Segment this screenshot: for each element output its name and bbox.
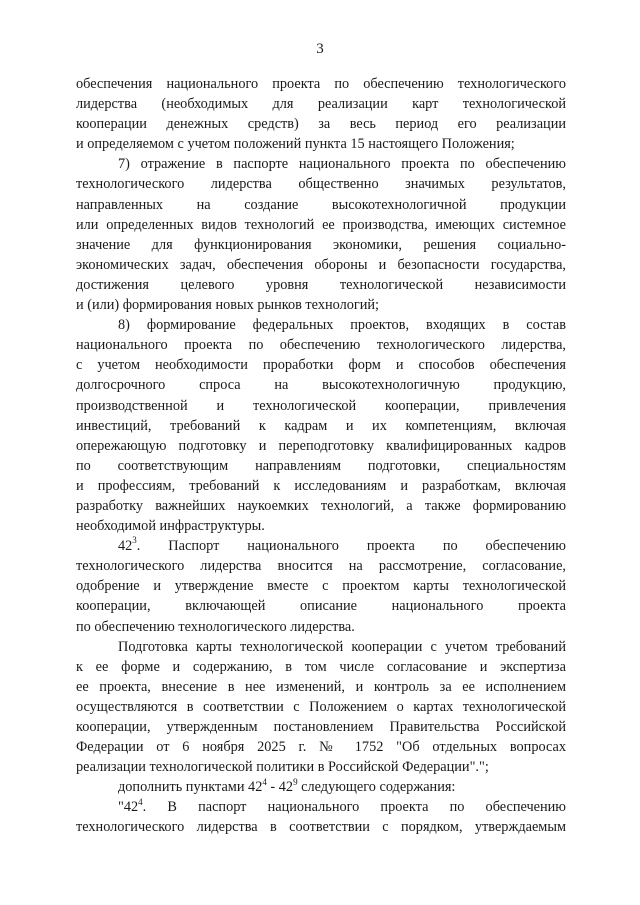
- text-line: обеспечения национального проекта по обеспечению технологического: [76, 76, 566, 92]
- text-line: по соответствующим направлениям подготовки, специальностям: [76, 457, 566, 474]
- text-line: инвестиций, требований к кадрам и их компетенциям, включая: [76, 417, 566, 434]
- text-line: [76, 797, 566, 817]
- paragraph-item-8: [76, 315, 566, 536]
- text-line: национального проекта по обеспечению технологического лидерства,: [76, 337, 566, 354]
- text-line: производственной и технологической кооперации, привлечения: [76, 397, 566, 414]
- paragraph-supplement: [76, 777, 566, 797]
- text-fragment: следующего содержания:: [297, 779, 456, 796]
- text-fragment: дополнить пунктами 42: [118, 779, 263, 796]
- text-line: экономических задач, обеспечения обороны и безопасности государства,: [76, 256, 566, 273]
- superscript: 9: [293, 776, 298, 787]
- text-line: и профессиям, требований к исследованиям и разработкам, включая: [76, 477, 566, 494]
- text-line: технологического лидерства общественно значимых результатов,: [76, 176, 566, 193]
- text-line: необходимой инфраструктуры.: [76, 518, 265, 535]
- text-line: и определяемом с учетом положений пункта 15 настоящего Положения;: [76, 136, 515, 153]
- paragraph-point-42-4: [76, 797, 566, 837]
- text-line: кооперации, включающей описание национального проекта: [76, 598, 566, 615]
- text-line: опережающую подготовку и переподготовку квалифицированных кадров: [76, 437, 566, 454]
- page-number: 3: [316, 41, 324, 57]
- text-line: или определенных видов технологий ее производства, имеющих системное: [76, 216, 566, 233]
- text-line: по обеспечению технологического лидерства.: [76, 618, 355, 635]
- text-line: 7) отражение в паспорте национального проекта по обеспечению: [118, 156, 566, 173]
- text-line: [76, 777, 566, 797]
- text-line: технологического лидерства вносится на рассмотрение, согласование,: [76, 558, 566, 575]
- text-line: 8) формирование федеральных проектов, входящих в состав: [118, 317, 566, 334]
- text-fragment: - 42: [266, 779, 294, 796]
- text-line: одобрение и утверждение вместе с проектом карты технологической: [76, 578, 566, 595]
- point-number: "42: [118, 799, 139, 816]
- text-line: технологического лидерства в соответствии с порядком, утверждаемым: [76, 819, 566, 836]
- paragraph-map-preparation: [76, 637, 566, 778]
- paragraph-point-42-3: [76, 536, 566, 636]
- text-line: долгосрочного спроса на высокотехнологичную продукцию,: [76, 377, 566, 394]
- text-line: кооперации, утвержденным постановлением Правительства Российской: [76, 719, 566, 735]
- point-text: . Паспорт национального проекта по обеспечению: [136, 538, 566, 555]
- point-text: . В паспорт национального проекта по обеспечению: [142, 799, 566, 816]
- superscript: 4: [262, 776, 267, 787]
- superscript: 3: [132, 535, 137, 546]
- text-line: с учетом необходимости проработки форм и способов обеспечения: [76, 357, 566, 374]
- text-line: к ее форме и содержанию, в том числе согласование и экспертиза: [76, 658, 566, 675]
- text-line: реализации технологической политики в Российской Федерации".";: [76, 759, 489, 776]
- point-number: 42: [118, 538, 133, 555]
- text-line: направленных на создание высокотехнологичной продукции: [76, 196, 566, 213]
- superscript: 4: [138, 796, 143, 807]
- paragraph-item-7: [76, 154, 566, 315]
- text-line: осуществляются в соответствии с Положением о картах технологической: [76, 698, 566, 715]
- text-line: разработку важнейших наукоемких технологий, а также формированию: [76, 497, 566, 514]
- document-body: [76, 74, 566, 838]
- text-line: достижения целевого уровня технологической независимости: [76, 276, 566, 293]
- text-line: лидерства (необходимых для реализации карт технологической: [76, 96, 566, 113]
- text-line: и (или) формирования новых рынков технологий;: [76, 297, 380, 314]
- text-line: значение для функционирования экономики, решения социально-: [76, 236, 566, 253]
- text-line: [76, 536, 566, 556]
- text-line: Подготовка карты технологической кооперации с учетом требований: [118, 638, 566, 655]
- text-line: ее проекта, внесение в нее изменений, и контроль за ее исполнением: [76, 678, 566, 695]
- paragraph-continuation: [76, 74, 566, 154]
- text-line: кооперации денежных средств) за весь период его реализации: [76, 116, 566, 133]
- text-line: Федерации от 6 ноября 2025 г. № 1752 "Об отдельных вопросах: [76, 739, 566, 756]
